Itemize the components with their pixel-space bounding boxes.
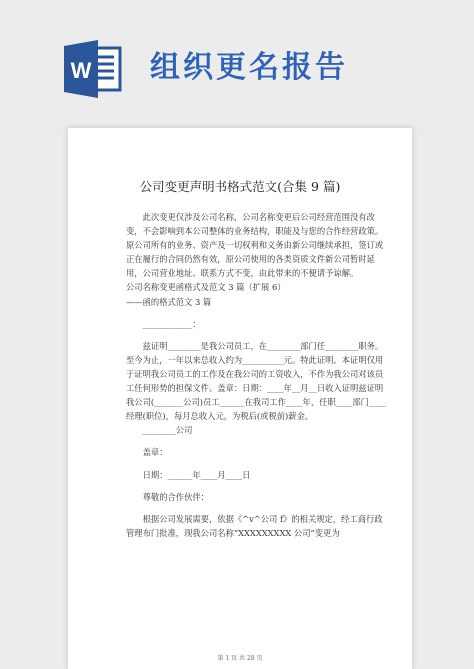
document-title: 公司变更声明书格式范文(合集 9 篇) [139, 179, 341, 194]
paragraph-income-certificate: 兹证明________是我公司员工，在________部门任________职务。至今为止，一年以来总收入约为__________元。特此证明。本证明仅用于证明我公司员工的工作及在我公司的工资收入，不作为我公司对该员工任何形势的担保文件。盖章：日期：____年__月__日收入证明兹证明我公司(_______公司)员工______在我司工作____年，任职____部门____经理(职位)，每月总收入元，为税后(或税前)薪金。 [126, 340, 386, 422]
document-body [126, 210, 388, 540]
line-seal: 盖章： [142, 447, 168, 458]
banner-title: 组织更名报告 [150, 50, 348, 85]
paragraph-name-change-notice: 根据公司发展需要，依据《^v^公司 f》的相关规定，经工商行政管理布门批准，现我公司名称“XXXXXXXXX 公司”变更为 [126, 513, 383, 538]
word-logo-letter: W [70, 58, 92, 83]
line-letter-subtitle: ——函的格式范文 3 篇 [126, 296, 212, 307]
banner-header [0, 0, 474, 115]
document-page [68, 128, 412, 669]
line-company-blank: ________公司 [142, 425, 193, 436]
line-date: 日期：______年____月____日 [142, 469, 251, 480]
line-greeting: 尊敬的合作伙伴： [142, 491, 209, 502]
word-document-icon [62, 40, 124, 98]
page-number: 第 1 页 共 28 页 [217, 655, 263, 662]
line-recipient-blank: ____________： [142, 318, 201, 329]
paragraph-company-name-change: 此次变更仅涉及公司名称，公司名称变更后公司经营范围没有改变，不会影响到本公司整体的业务结构，职能及与您的合作经营政策。原公司所有的业务、资产及一切权利和义务由新公司继续承担，签订或正在履行的合同仍然有效，原公司使用的各类资质文件新公司暂时延用，公司营业地址、联系方式不变，由此带来的不便请予谅解。 [126, 212, 384, 279]
line-letter-format-title: 公司名称变更函格式及范文 3 篇（扩展 6） [126, 282, 286, 293]
